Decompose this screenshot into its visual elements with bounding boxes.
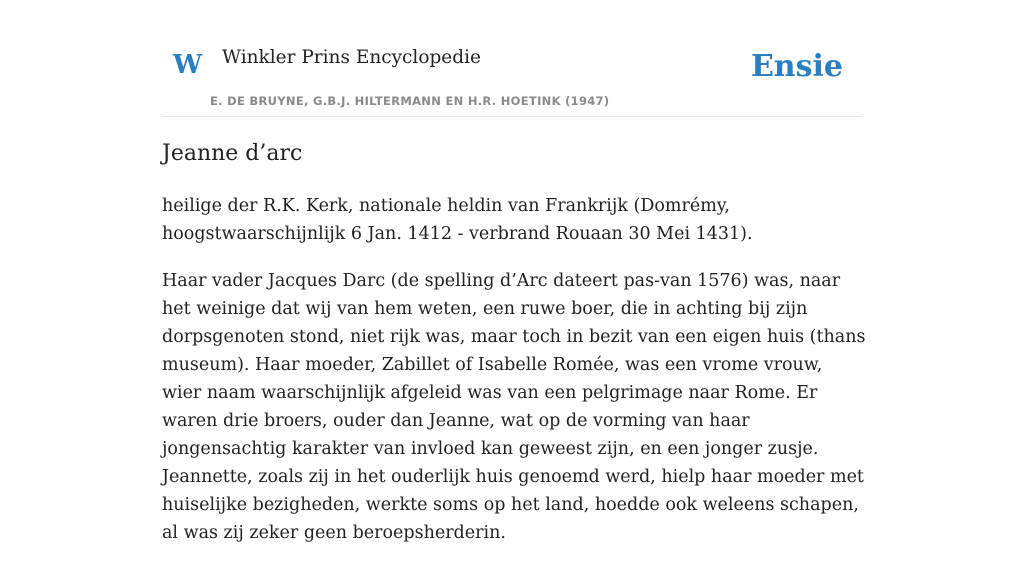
source-logo-icon[interactable]: W xyxy=(173,50,203,80)
article-body xyxy=(162,192,867,566)
entry-title: Jeanne d’arc xyxy=(162,141,303,166)
source-title-link[interactable]: Winkler Prins Encyclopedie xyxy=(222,47,481,68)
source-header xyxy=(162,0,862,117)
source-authors: E. DE BRUYNE, G.B.J. HILTERMANN EN H.R. HOETINK (1947) xyxy=(210,94,610,108)
ensie-logo[interactable]: Ensie xyxy=(750,49,843,84)
article-paragraph: Haar vader Jacques Darc (de spelling d’Arc dateert pas-van 1576) was, naar het weinige dat wij van hem weten, een ruwe boer, die in achting bij zijn dorpsgenoten stond, niet rijk was, maar toch in bezit van een eigen huis (thans museum). Haar moeder, Zabillet of Isabelle Romée, was een vrome vrouw, wier naam waarschijnlijk afgeleid was van een pelgrimage naar Rome. Er waren drie broers, ouder dan Jeanne, wat op de vorming van haar jongensachtig karakter van invloed kan geweest zijn, en een jonger zusje. Jeannette, zoals zij in het ouderlijk huis genoemd werd, hielp haar moeder met huiselijke bezigheden, werkte soms op het land, hoedde ook weleens schapen, al was zij zeker geen beroepsherderin. xyxy=(162,271,866,543)
article-paragraph: heilige der R.K. Kerk, nationale heldin van Frankrijk (Domrémy, hoogstwaarschijnlijk 6 Jan. 1412 - verbrand Rouaan 30 Mei 1431). xyxy=(162,196,753,244)
